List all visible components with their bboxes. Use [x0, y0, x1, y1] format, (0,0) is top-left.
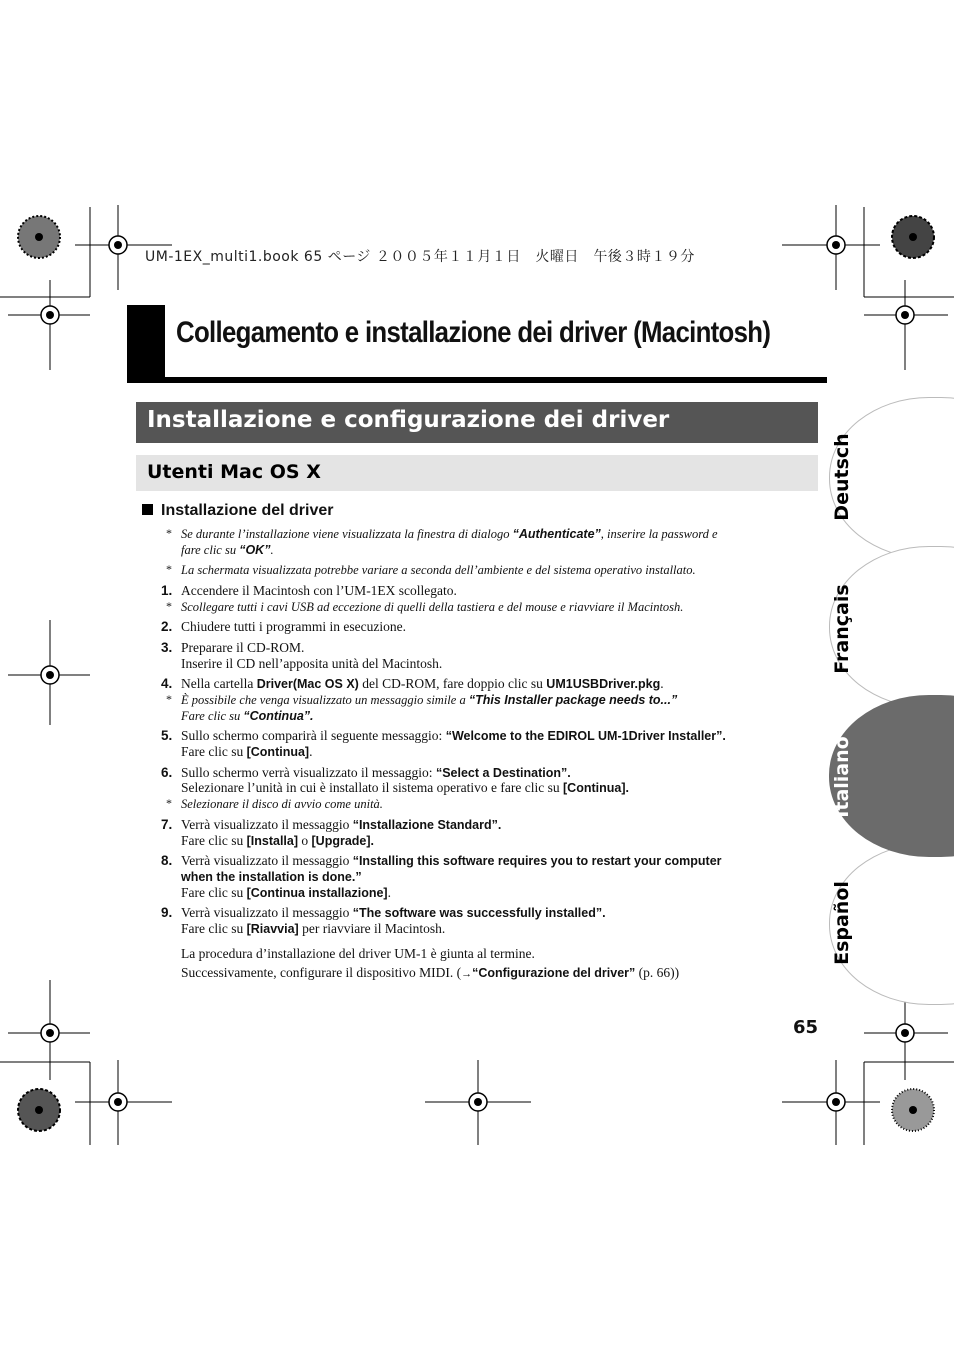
step-1: Accendere il Macintosh con l’UM-1EX scollegato. — [181, 583, 457, 598]
conclusion-1: La procedura d’installazione del driver UM-1 è giunta al termine. — [181, 946, 535, 961]
step-8-cont: when the installation is done.” — [181, 870, 362, 884]
step-7-cont: Fare clic su [Installa] o [Upgrade]. — [181, 833, 375, 848]
page-number: 65 — [793, 1017, 819, 1038]
step-number: 6. — [161, 765, 173, 780]
title-block — [127, 305, 165, 383]
note-star: * — [166, 526, 172, 540]
title-rule — [127, 377, 827, 383]
step-8: Verrà visualizzato il messaggio “Installing this software requires you to restart your computer — [181, 853, 722, 868]
step-5-cont: Fare clic su [Continua]. — [181, 744, 313, 759]
step-6: Sullo schermo verrà visualizzato il messaggio: “Select a Destination”. — [181, 765, 571, 780]
tab-label-deutsch: Deutsch — [831, 433, 853, 521]
note-1: Se durante l’installazione viene visualizzata la finestra di dialogo “Authenticate”, inserire la password e — [181, 527, 718, 541]
page-title: Collegamento e installazione dei driver (Macintosh) — [176, 316, 771, 349]
heading-installazione — [142, 502, 334, 520]
step-number: 9. — [161, 905, 173, 920]
conclusion-2: Successivamente, configurare il dispositivo MIDI. (→“Configurazione del driver” (p. 66)) — [181, 965, 680, 980]
book-header: UM-1EX_multi1.book 65 ページ ２００５年１１月１日 火曜日 午後３時１９分 — [145, 249, 695, 265]
step-1-note: Scollegare tutti i cavi USB ad eccezione di quelli della tastiera e del mouse e riavviare il Macintosh. — [181, 600, 684, 614]
square-bullet-icon — [142, 504, 153, 515]
note-1-cont: fare clic su “OK”. — [181, 543, 274, 557]
subsection-title: Utenti Mac OS X — [147, 461, 321, 483]
step-7: Verrà visualizzato il messaggio “Installazione Standard”. — [181, 817, 502, 832]
step-9-cont: Fare clic su [Riavvia] per riavviare il Macintosh. — [181, 921, 446, 936]
step-2: Chiudere tutti i programmi in esecuzione. — [181, 619, 406, 634]
note-2: La schermata visualizzata potrebbe variare a seconda dell’ambiente e del sistema operativo installato. — [181, 563, 696, 577]
step-4: Nella cartella Driver(Mac OS X) del CD-ROM, fare doppio clic su UM1USBDriver.pkg. — [181, 676, 664, 691]
tab-label-francais: Français — [831, 584, 853, 674]
step-8-cont2: Fare clic su [Continua installazione]. — [181, 885, 391, 900]
step-5: Sullo schermo comparirà il seguente messaggio: “Welcome to the EDIROL UM-1Driver Installer”. — [181, 728, 726, 743]
step-3-cont: Inserire il CD nell’apposita unità del Macintosh. — [181, 656, 443, 671]
step-number: 1. — [161, 583, 173, 598]
note-star: * — [166, 796, 172, 810]
step-4-note-cont: Fare clic su “Continua”. — [181, 709, 314, 723]
step-6-note: Selezionare il disco di avvio come unità. — [181, 797, 383, 811]
note-star: * — [166, 692, 172, 706]
step-number: 4. — [161, 676, 173, 691]
tab-label-espanol: Español — [831, 881, 853, 965]
step-number: 8. — [161, 853, 173, 868]
cross-reference-link[interactable]: “Configurazione del driver” — [472, 966, 636, 980]
step-3: Preparare il CD-ROM. — [181, 640, 305, 655]
note-star: * — [166, 599, 172, 613]
step-6-cont: Selezionare l’unità in cui è installato il sistema operativo e fare clic su [Continua]. — [181, 780, 629, 795]
step-number: 2. — [161, 619, 173, 634]
tab-label-italiano: Italiano — [831, 736, 853, 818]
step-4-note: È possibile che venga visualizzato un messaggio simile a “This Installer package needs to...” — [181, 693, 678, 707]
step-number: 7. — [161, 817, 173, 832]
step-number: 3. — [161, 640, 173, 655]
note-star: * — [166, 562, 172, 576]
arrow-right-icon: → — [461, 968, 473, 980]
heading-text: Installazione del driver — [161, 502, 334, 519]
step-9: Verrà visualizzato il messaggio “The software was successfully installed”. — [181, 905, 606, 920]
step-number: 5. — [161, 728, 173, 743]
section-title: Installazione e configurazione dei driver — [147, 407, 670, 433]
